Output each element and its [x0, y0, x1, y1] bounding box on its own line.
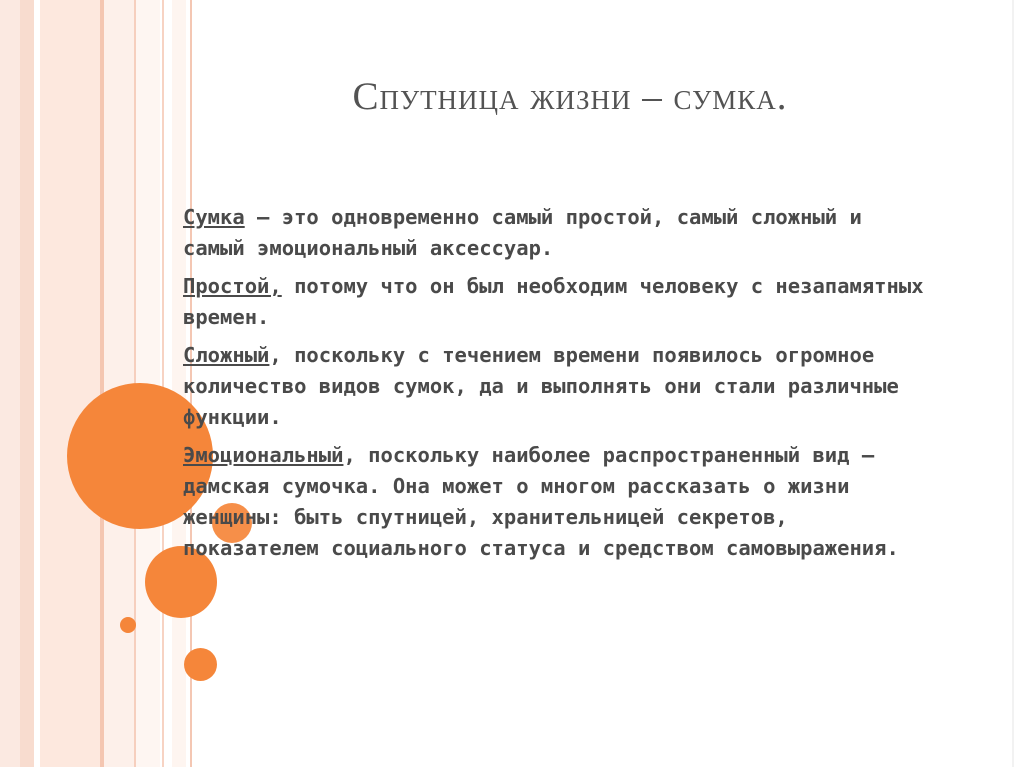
paragraph-text: , поскольку наиболее распространенный вид — дамская сумочка. Она может о многом рассказать о жизни женщины: быть спутницей, хранительницей секретов, показателем социального статуса и средством самовыражения.	[183, 443, 899, 560]
decor-circle-tiny	[120, 617, 136, 633]
decor-stripe	[20, 0, 34, 767]
term-simple: Простой,	[183, 274, 282, 298]
decor-stripe	[0, 0, 20, 767]
decor-stripe	[40, 0, 100, 767]
slide-title: Спутница жизни – сумка.	[352, 75, 788, 118]
decor-border-line	[1012, 0, 1014, 767]
paragraph-emotional	[183, 440, 928, 564]
paragraph-bag	[183, 202, 928, 264]
term-bag: Сумка	[183, 205, 245, 229]
paragraph-simple	[183, 271, 928, 333]
decor-stripe	[162, 0, 164, 767]
slide-body	[183, 202, 928, 571]
paragraph-complex	[183, 340, 928, 433]
term-complex: Сложный	[183, 343, 270, 367]
decor-circle-bottom	[184, 648, 217, 681]
paragraph-text: — это одновременно самый простой, самый сложный и самый эмоциональный аксессуар.	[183, 205, 862, 260]
term-emotional: Эмоциональный	[183, 443, 344, 467]
paragraph-text: , поскольку с течением времени появилось огромное количество видов сумок, да и выполнять они стали различные функции.	[183, 343, 899, 429]
paragraph-text: потому что он был необходим человеку с незапамятных времен.	[183, 274, 924, 329]
